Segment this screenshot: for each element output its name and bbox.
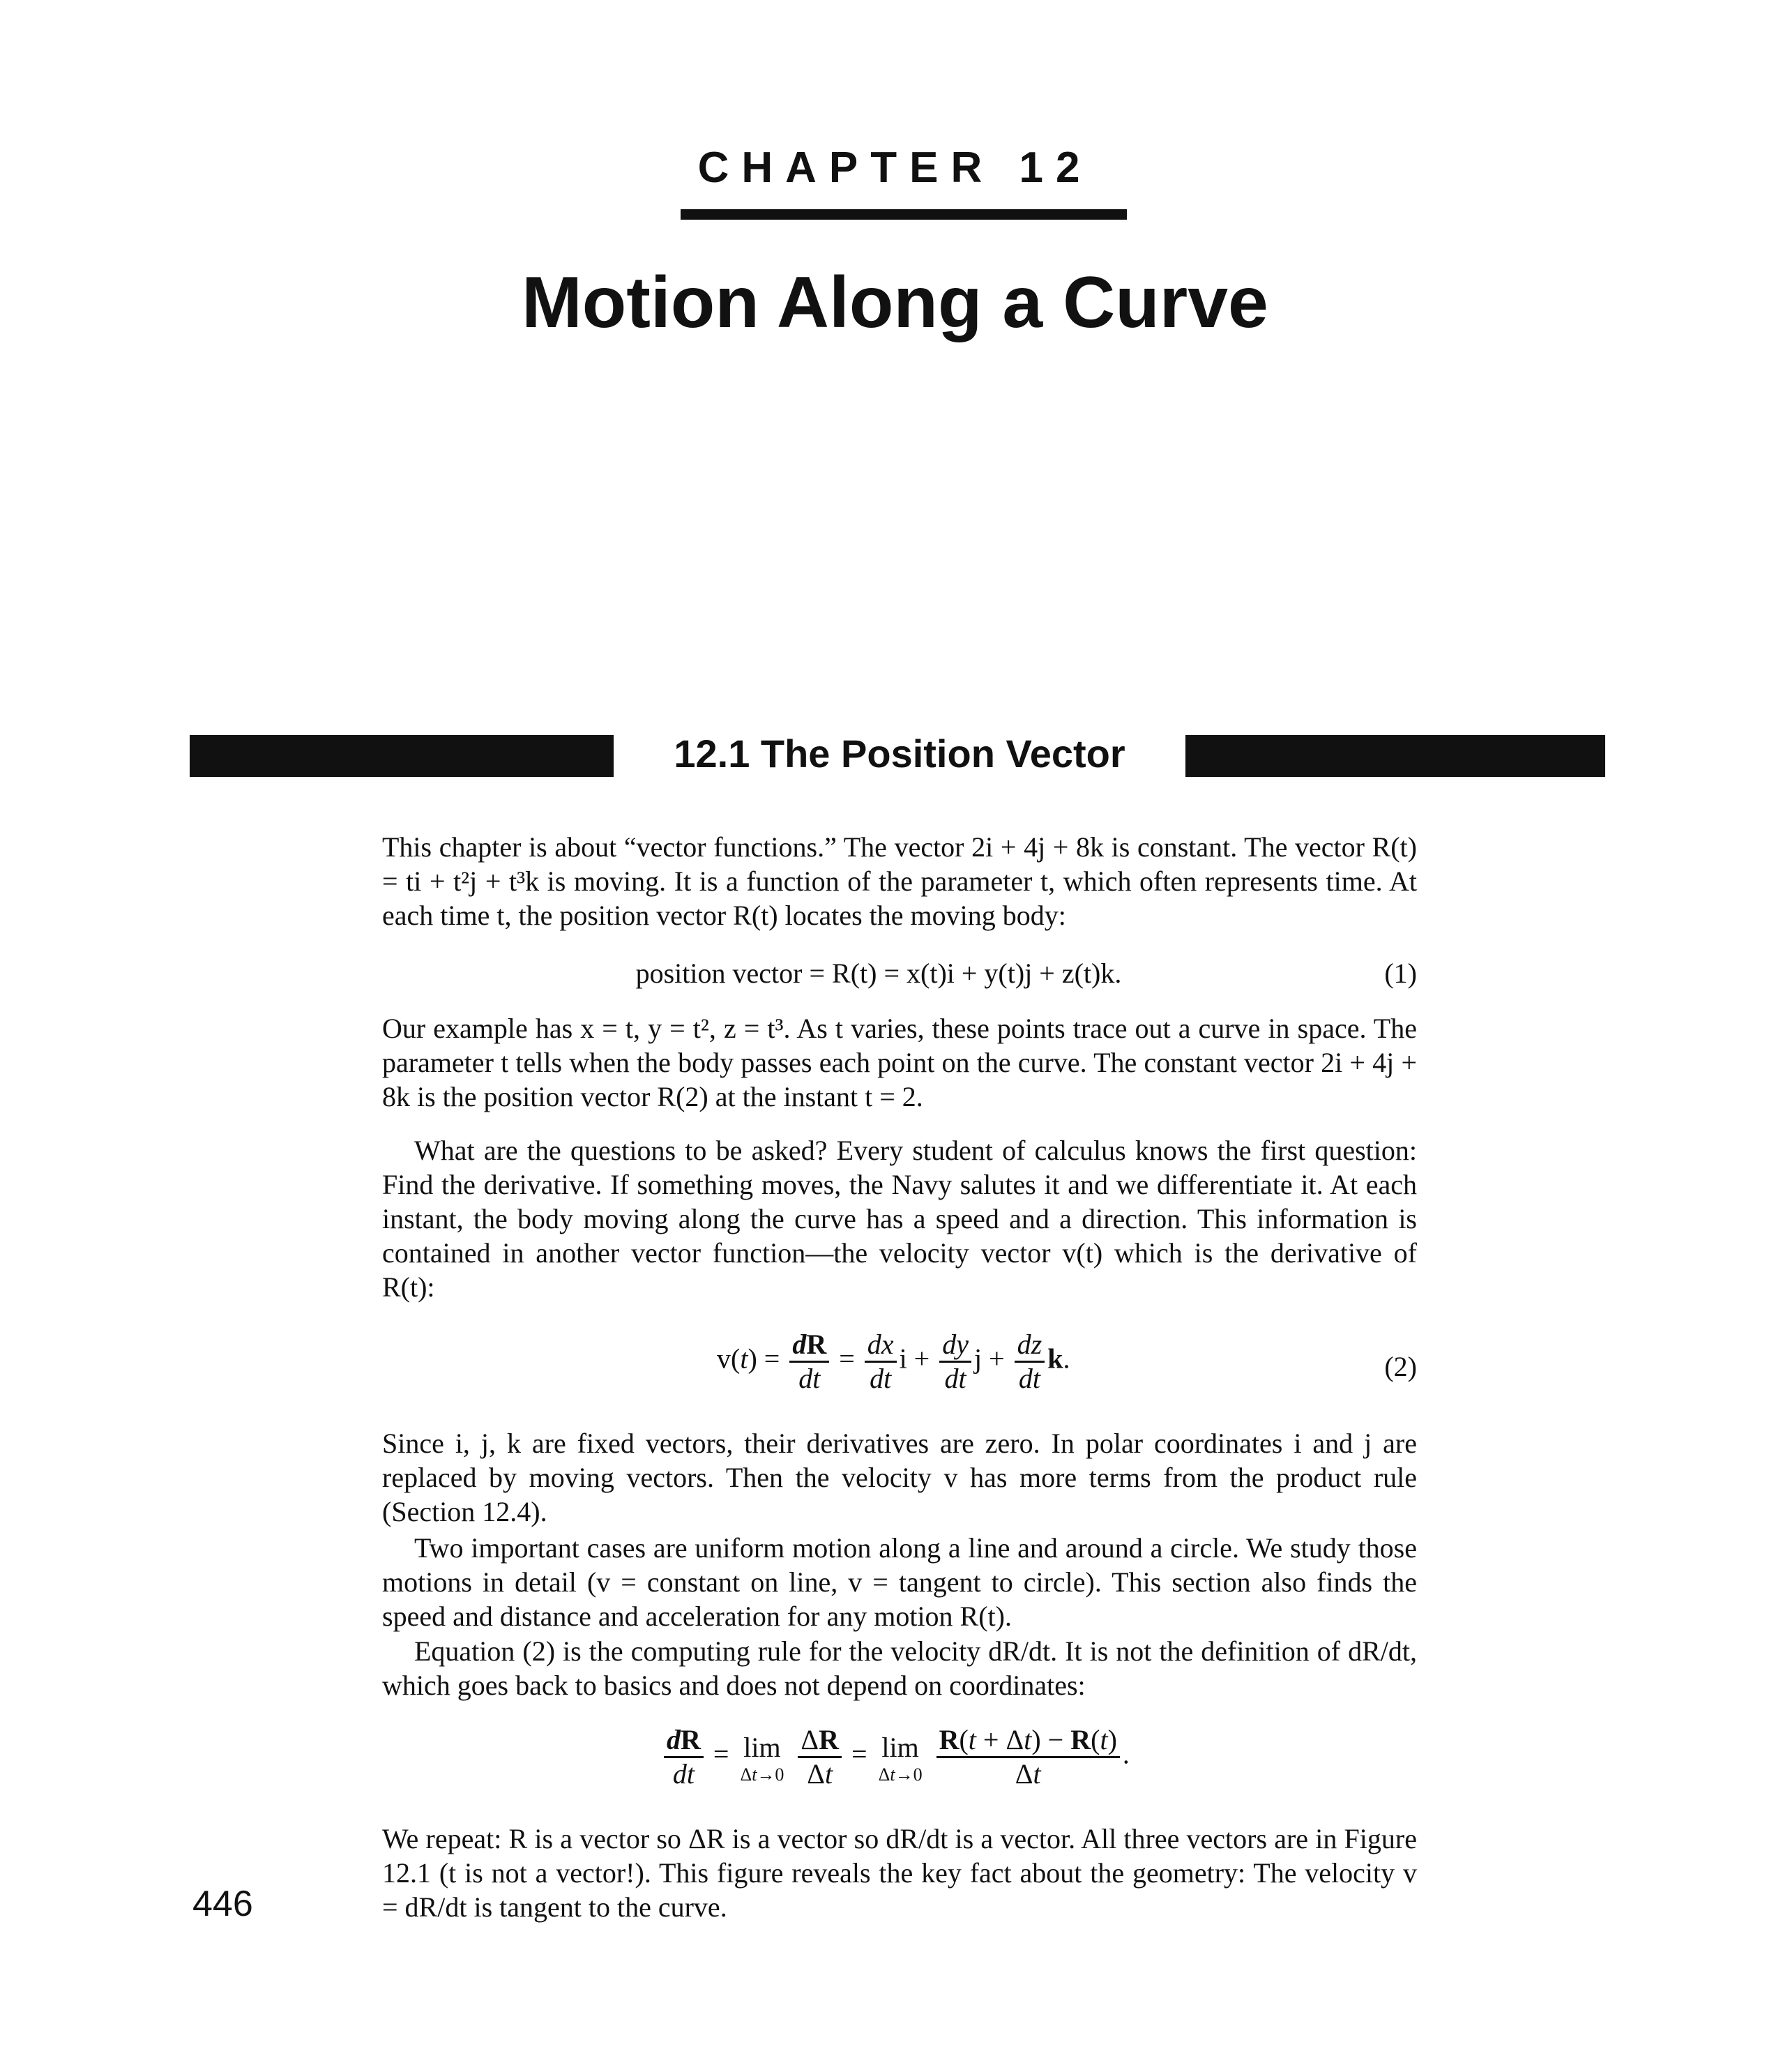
paragraph-7-text: We repeat: R is a vector so ΔR is a vector so dR/dt is a vector. All three vectors are in Figure 12.1 (t is not a vector!). This figure reveals the key fact about the geometry: The velocity v = dR/dt is tangent to the curve. (382, 1823, 1417, 1923)
page-number: 446 (192, 1884, 253, 1924)
paragraph-4 (382, 1426, 1417, 1529)
equation-1 (382, 956, 1417, 991)
chapter-title: Motion Along a Curve (522, 262, 1268, 343)
paragraph-4-text: Since i, j, k are fixed vectors, their derivatives are zero. In polar coordinates i and j are replaced by moving vectors. Then the velocity v has more terms from the product rule (Section 12.4). (382, 1428, 1417, 1527)
paragraph-2 (382, 1011, 1417, 1114)
paragraph-3 (382, 1133, 1417, 1304)
paragraph-5-text: Two important cases are uniform motion along a line and around a circle. We study those motions in detail (v = constant on line, v = tangent to circle). This section also finds the speed and distance and acceleration for any motion R(t). (382, 1532, 1417, 1632)
section-title: 12.1 The Position Vector (674, 732, 1125, 776)
equation-limit-body: $\frac{dR}{dt}$ = lim Δt→0 $\frac{\Delta R}{\Delta t}$ = lim Δt→0 $\frac{R(t + \Delta t) - R(t)}{\Delta t}$ . (661, 1724, 1130, 1790)
equation-2 (382, 1329, 1417, 1405)
equation-limit (382, 1724, 1417, 1801)
paragraph-1-text: This chapter is about “vector functions.” The vector 2i + 4j + 8k is constant. The vector R(t) = ti + t²j + t³k is moving. It is a function of the parameter t, which often represents time. At each time t, the position vector R(t) locates the moving body: (382, 831, 1417, 931)
section-bar-left (190, 735, 614, 777)
equation-2-number: (2) (1384, 1351, 1417, 1382)
equation-1-number: (1) (1384, 958, 1417, 989)
paragraph-3-text: What are the questions to be asked? Every student of calculus knows the first question: Find the derivative. If something moves, the Navy salutes it and we differentiate it. At each instant, the body moving along the curve has a speed and a direction. This information is contained in another vector function—the velocity vector v(t) which is the derivative of R(t): (382, 1135, 1417, 1303)
paragraph-6 (382, 1634, 1417, 1702)
chapter-label: CHAPTER 12 (697, 144, 1093, 192)
section-bar-right (1185, 735, 1605, 777)
paragraph-6-text: Equation (2) is the computing rule for the velocity dR/dt. It is not the definition of dR/dt, which goes back to basics and does not depend on coordinates: (382, 1635, 1417, 1701)
equation-2-body: v(t) = $\frac{dR}{dt}$ = $\frac{dx}{dt}$ i + $\frac{dy}{dt}$ j + $\frac{dz}{dt}$ k. (717, 1329, 1070, 1394)
paragraph-7 (382, 1822, 1417, 1924)
equation-1-body: position vector = R(t) = x(t)i + y(t)j + z(t)k. (635, 958, 1122, 989)
chapter-rule (681, 209, 1127, 220)
paragraph-5 (382, 1531, 1417, 1633)
paragraph-2-text: Our example has x = t, y = t², z = t³. As t varies, these points trace out a curve in space. The parameter t tells when the body passes each point on the curve. The constant vector 2i + 4j + 8k is the position vector R(2) at the instant t = 2. (382, 1013, 1417, 1112)
paragraph-1 (382, 830, 1417, 932)
